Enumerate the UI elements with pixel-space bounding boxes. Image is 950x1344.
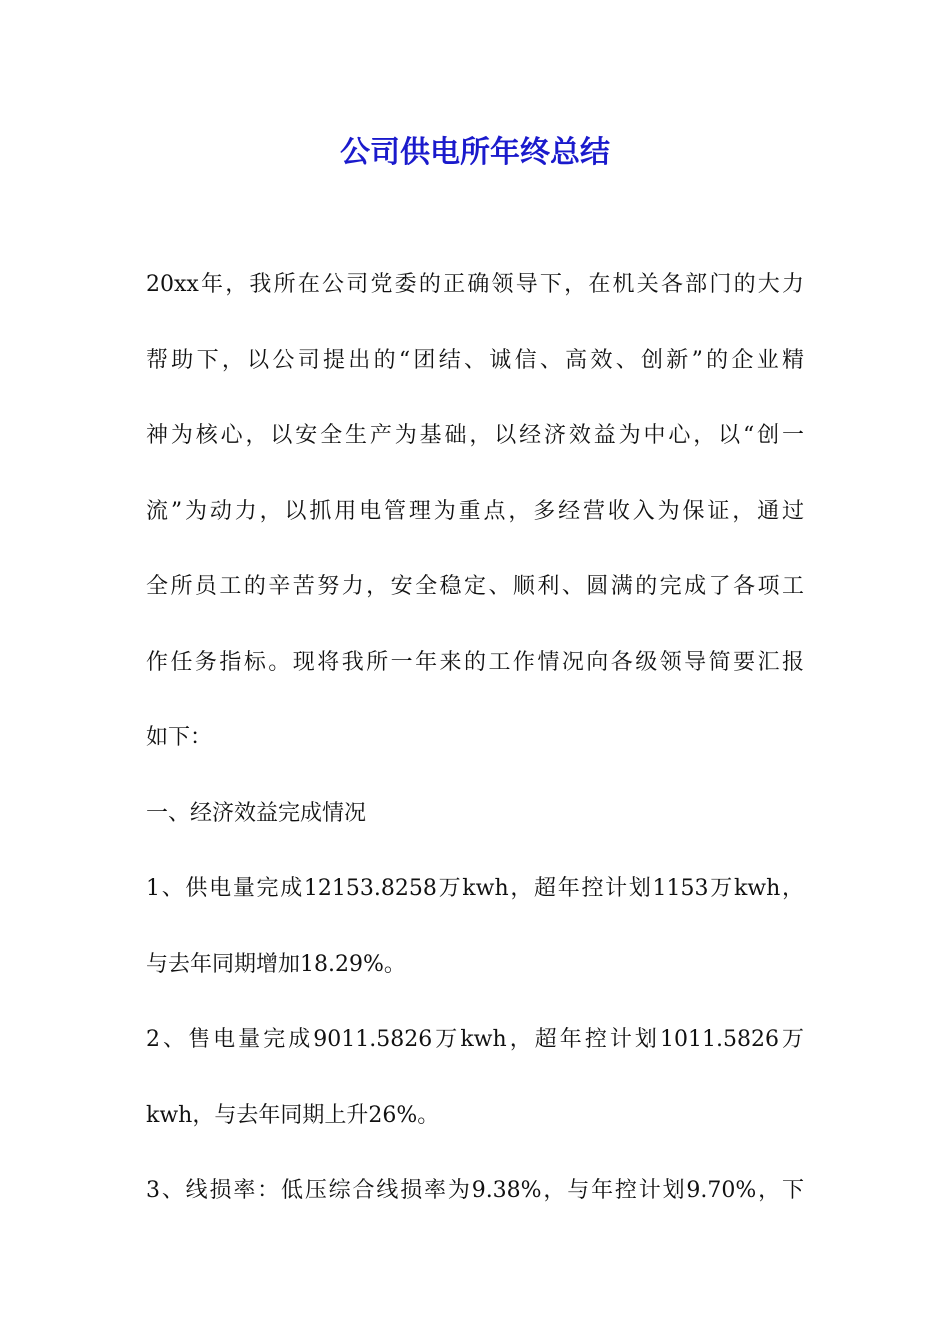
body-line: 全所员工的辛苦努力，安全稳定、顺利、圆满的完成了各项工 (146, 574, 804, 599)
section-heading: 一、经济效益完成情况 (146, 800, 367, 826)
document-body (146, 262, 804, 1244)
body-line: 流”为动力，以抓用电管理为重点，多经营收入为保证，通过 (146, 498, 804, 524)
body-line: 3、线损率：低压综合线损率为9.38%，与年控计划9.70%，下 (146, 1178, 804, 1203)
body-line: 与去年同期增加18.29%。 (146, 951, 406, 977)
body-line: 20xx年，我所在公司党委的正确领导下，在机关各部门的大力 (146, 272, 804, 297)
body-line: kwh，与去年同期上升26%。 (146, 1102, 440, 1128)
document-title: 公司供电所年终总结 (340, 135, 610, 170)
body-line: 神为核心，以安全生产为基础，以经济效益为中心，以“创一 (146, 423, 804, 448)
body-line: 如下： (146, 725, 213, 750)
body-line: 2、售电量完成9011.5826万kwh，超年控计划1011.5826万 (146, 1027, 804, 1052)
body-line: 1、供电量完成12153.8258万kwh，超年控计划1153万kwh， (146, 876, 804, 901)
body-line: 帮助下，以公司提出的“团结、诚信、高效、创新”的企业精 (146, 347, 804, 373)
body-line: 作任务指标。现将我所一年来的工作情况向各级领导简要汇报 (146, 649, 804, 675)
